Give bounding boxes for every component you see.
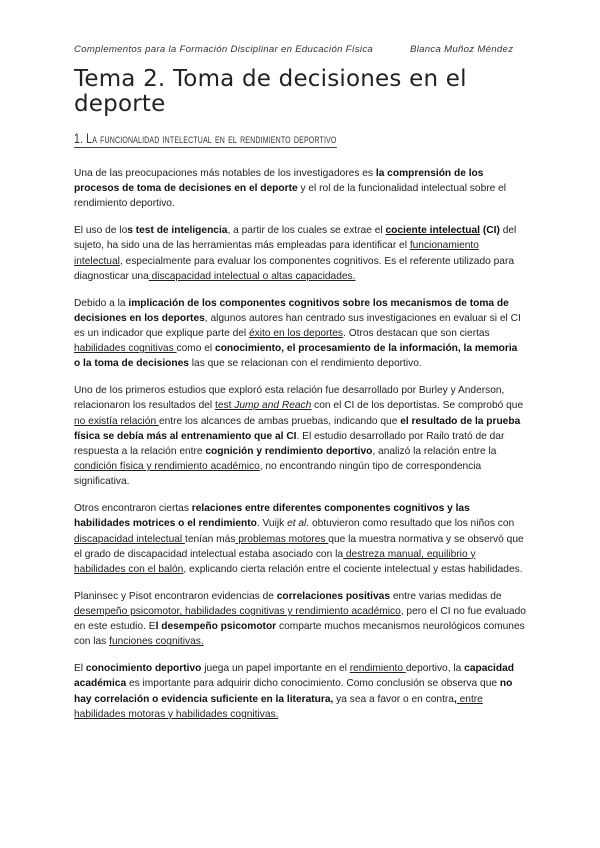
text: , no encontrando ningún tipo de correspondencia significativa. [74, 461, 482, 488]
bold-text: , [453, 693, 457, 705]
bold-text: conocimiento deportivo [85, 663, 202, 675]
text: . Vuijk [256, 518, 288, 530]
paragraph-5 [74, 501, 526, 577]
italic-text: et al. [287, 518, 310, 530]
text: El uso de lo [74, 225, 128, 237]
paragraph-7 [74, 661, 526, 722]
underlined-text: condición física y rendimiento académico [74, 461, 260, 473]
underlined-text: entre habilidades motoras y habilidades cognitivas. [74, 693, 483, 720]
underlined-bold-text: cociente intelectual [385, 225, 481, 237]
document-body [74, 166, 526, 734]
bold-text: (CI) [482, 225, 500, 237]
text: que la muestra normativa y se observó que el grado de discapacidad intelectual estaba asociado con la [74, 533, 524, 560]
text: entre varias medidas de [390, 590, 502, 602]
underlined-text: destreza manual, equilibrio y habilidades con el balón [74, 548, 476, 576]
underlined-text [215, 400, 311, 411]
text: Planinsec y Pisot encontraron evidencias de [74, 590, 277, 602]
text: , especialmente para evaluar los componentes cognitivos. Es el referente utilizado para diagnosticar una [74, 255, 515, 282]
text: , explicando cierta relación entre el cociente intelectual y estas habilidades. [183, 564, 523, 576]
bold-text: cognición y rendimiento deportivo [205, 446, 373, 458]
bold-text: l desempeño psicomotor [155, 621, 277, 633]
underlined-text: problemas motores [235, 533, 329, 545]
page-title: Tema 2. Toma de decisiones en el deporte [74, 66, 467, 117]
underlined-text: rendimiento [349, 663, 406, 675]
text: con el CI de los deportistas. Se comprobó que [311, 400, 524, 412]
bold-text: no hay correlación o evidencia suficiente en la literatura, [74, 678, 513, 705]
header-course: Complementos para la Formación Disciplinar en Educación Física [74, 44, 374, 55]
bold-text: s test de inteligencia [127, 225, 228, 237]
underlined-text: desempeño psicomotor, habilidades cognitivas y rendimiento académico [74, 606, 401, 618]
section-heading: 1. La funcionalidad intelectual en el rendimiento deportivo [74, 131, 337, 146]
underlined-text: discapacidad intelectual [74, 533, 186, 545]
text: test [215, 400, 235, 412]
paragraph-6 [74, 589, 526, 650]
text: es importante para adquirir dicho conocimiento. Como conclusión se observa que [126, 678, 500, 690]
text: ya sea a favor o en contra [333, 693, 454, 705]
paragraph-4 [74, 383, 526, 489]
underlined-text: no existía relación [74, 415, 159, 427]
bold-text: la comprensión de los procesos de toma de decisiones en el deporte [74, 168, 484, 195]
text: , analizó la relación entre la [372, 446, 497, 458]
italic-text: Jump and Reach [234, 400, 312, 412]
text: Otros encontraron ciertas [74, 503, 192, 515]
header-author: Blanca Muñoz Méndez [410, 44, 514, 55]
text: y el rol de la funcionalidad intelectual sobre el rendimiento deportivo. [74, 183, 507, 210]
underlined-text: discapacidad intelectual o altas capacidades. [148, 270, 356, 282]
underlined-text: éxito en los deportes [249, 328, 344, 340]
text: . El estudio desarrollado por Railo trató de dar respuesta a la relación entre [74, 430, 505, 458]
text: , algunos autores han centrado sus investigaciones en evaluar si el CI es un indicador que explique parte del [74, 312, 521, 340]
text: comparte muchos mecanismos neurológicos comunes con las [74, 621, 525, 648]
text: deportivo, la [405, 663, 465, 675]
underlined-text: funcionamiento intelectual [74, 240, 479, 267]
bold-text: el resultado de la prueba física se debía más al entrenamiento que al CI [74, 415, 521, 442]
text: , pero el CI no fue evaluado en este estudio. E [74, 606, 526, 633]
underlined-text: habilidades cognitivas [74, 343, 177, 355]
text: El [74, 663, 86, 675]
text: . Otros destacan que son ciertas [343, 328, 490, 340]
paragraph-1 [74, 166, 526, 212]
text: juega un papel importante en el [201, 663, 350, 675]
underlined-text: funciones cognitivas. [109, 636, 204, 648]
text: obtuvieron como resultado que los niños con [309, 518, 515, 530]
bold-text: implicación de los componentes cognitivos sobre los mecanismos de toma de decisiones en los deportes [74, 297, 509, 324]
bold-text: correlaciones positivas [276, 590, 390, 602]
paragraph-3 [74, 296, 526, 372]
text: como el [176, 343, 216, 355]
bold-text: capacidad académica [74, 663, 514, 690]
text: Debido a la [74, 297, 129, 309]
paragraph-2 [74, 223, 526, 284]
text: , a partir de los cuales se extrae el [227, 225, 386, 237]
text: Uno de los primeros estudios que exploró esta relación fue desarrollado por Burley y Anderson, relacionaron los resultados del [74, 385, 505, 412]
bold-text: conocimiento, el procesamiento de la información, la memoria o la toma de decisiones [74, 343, 518, 370]
text: Una de las preocupaciones más notables de los investigadores es [74, 168, 376, 179]
text: entre los alcances de ambas pruebas, indicando que [158, 415, 401, 427]
bold-text: relaciones entre diferentes componentes cognitivos y las habilidades motrices o el rendimiento [74, 503, 470, 530]
text: del sujeto, ha sido una de las herramientas más empleadas para identificar el [74, 225, 517, 252]
text: tenían más [185, 533, 236, 545]
text: las que se relacionan con el rendimiento deportivo. [188, 358, 422, 370]
